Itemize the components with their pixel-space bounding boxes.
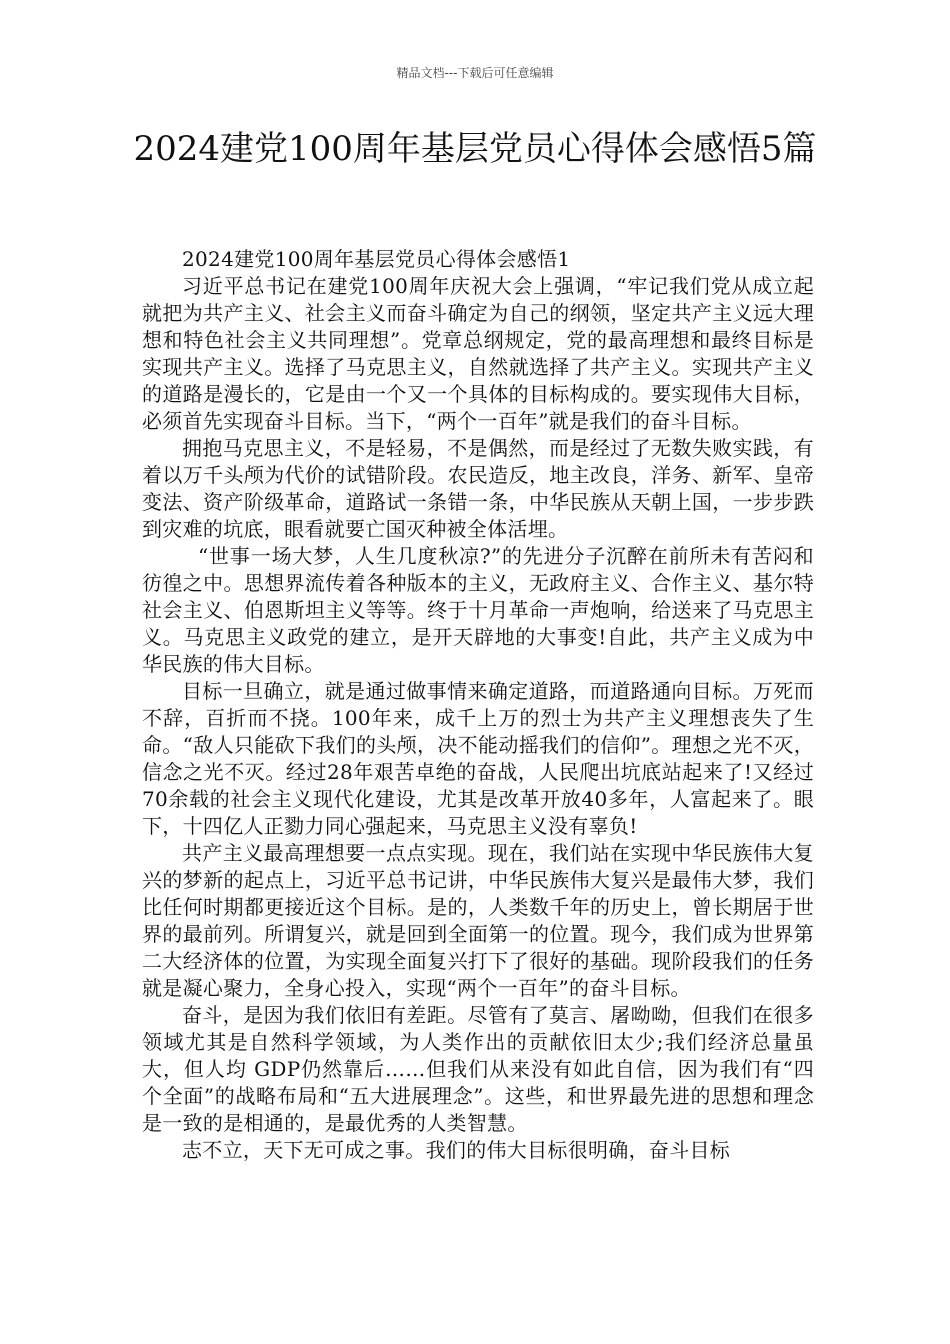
document-body <box>142 246 814 1164</box>
paragraph: 志不立，天下无可成之事。我们的伟大目标很明确，奋斗目标 <box>182 1138 731 1162</box>
section-subtitle: 2024建党100周年基层党员心得体会感悟1 <box>182 247 571 271</box>
paragraph: 奋斗，是因为我们依旧有差距。尽管有了莫言、屠呦呦，但我们在很多领域尤其是自然科学领域，为人类作出的贡献依旧太少;我们经济总量虽大，但人均 GDP仍然靠后……但我们从来没有如此自信，因为我们有“四个全面”的战略布局和“五大进展理念”。这些，和世界最先进的思想和理念是一致的是相通的，是最优秀的人类智慧。 <box>142 1003 814 1135</box>
paragraph: “世事一场大梦，人生几度秋凉?”的先进分子沉醉在前所未有苦闷和彷徨之中。思想界流传着各种版本的主义，无政府主义、合作主义、基尔特社会主义、伯恩斯坦主义等等。终于十月革命一声炮响，给送来了马克思主义。马克思主义政党的建立，是开天辟地的大事变!自此，共产主义成为中华民族的伟大目标。 <box>142 544 814 676</box>
paragraph: 目标一旦确立，就是通过做事情来确定道路，而道路通向目标。万死而不辞，百折而不挠。100年来，成千上万的烈士为共产主义理想丧失了生命。“敌人只能砍下我们的头颅，决不能动摇我们的信仰”。理想之光不灭，信念之光不灭。经过28年艰苦卓绝的奋战，人民爬出坑底站起来了!又经过70余载的社会主义现代化建设，尤其是改革开放40多年，人富起来了。眼下，十四亿人正勠力同心强起来，马克思主义没有辜负! <box>142 679 814 838</box>
document-title: 2024建党100周年基层党员心得体会感悟5篇 <box>133 129 817 169</box>
paragraph: 共产主义最高理想要一点点实现。现在，我们站在实现中华民族伟大复兴的梦新的起点上，习近平总书记讲，中华民族伟大复兴是最伟大梦，我们比任何时期都更接近这个目标。是的，人类数千年的历史上，曾长期居于世界的最前列。所谓复兴，就是回到全面第一的位置。现今，我们成为世界第二大经济体的位置，为实现全面复兴打下了很好的基础。现阶段我们的任务就是凝心聚力，全身心投入，实现“两个一百年”的奋斗目标。 <box>142 841 814 1000</box>
paragraph: 习近平总书记在建党100周年庆祝大会上强调，“牢记我们党从成立起就把为共产主义、社会主义而奋斗确定为自己的纲领，坚定共产主义远大理想和特色社会主义共同理想”。党章总纲规定，党的最高理想和最终目标是实现共产主义。选择了马克思主义，自然就选择了共产主义。实现共产主义的道路是漫长的，它是由一个又一个具体的目标构成的。要实现伟大目标，必须首先实现奋斗目标。当下，“两个一百年”就是我们的奋斗目标。 <box>142 274 814 433</box>
header-note: 精品文档---下载后可任意编辑 <box>396 66 554 80</box>
paragraph: 拥抱马克思主义，不是轻易，不是偶然，而是经过了无数失败实践，有着以万千头颅为代价的试错阶段。农民造反，地主改良，洋务、新军、皇帝变法、资产阶级革命，道路试一条错一条，中华民族从天朝上国，一步步跌到灾难的坑底，眼看就要亡国灭种被全体活埋。 <box>142 436 814 541</box>
